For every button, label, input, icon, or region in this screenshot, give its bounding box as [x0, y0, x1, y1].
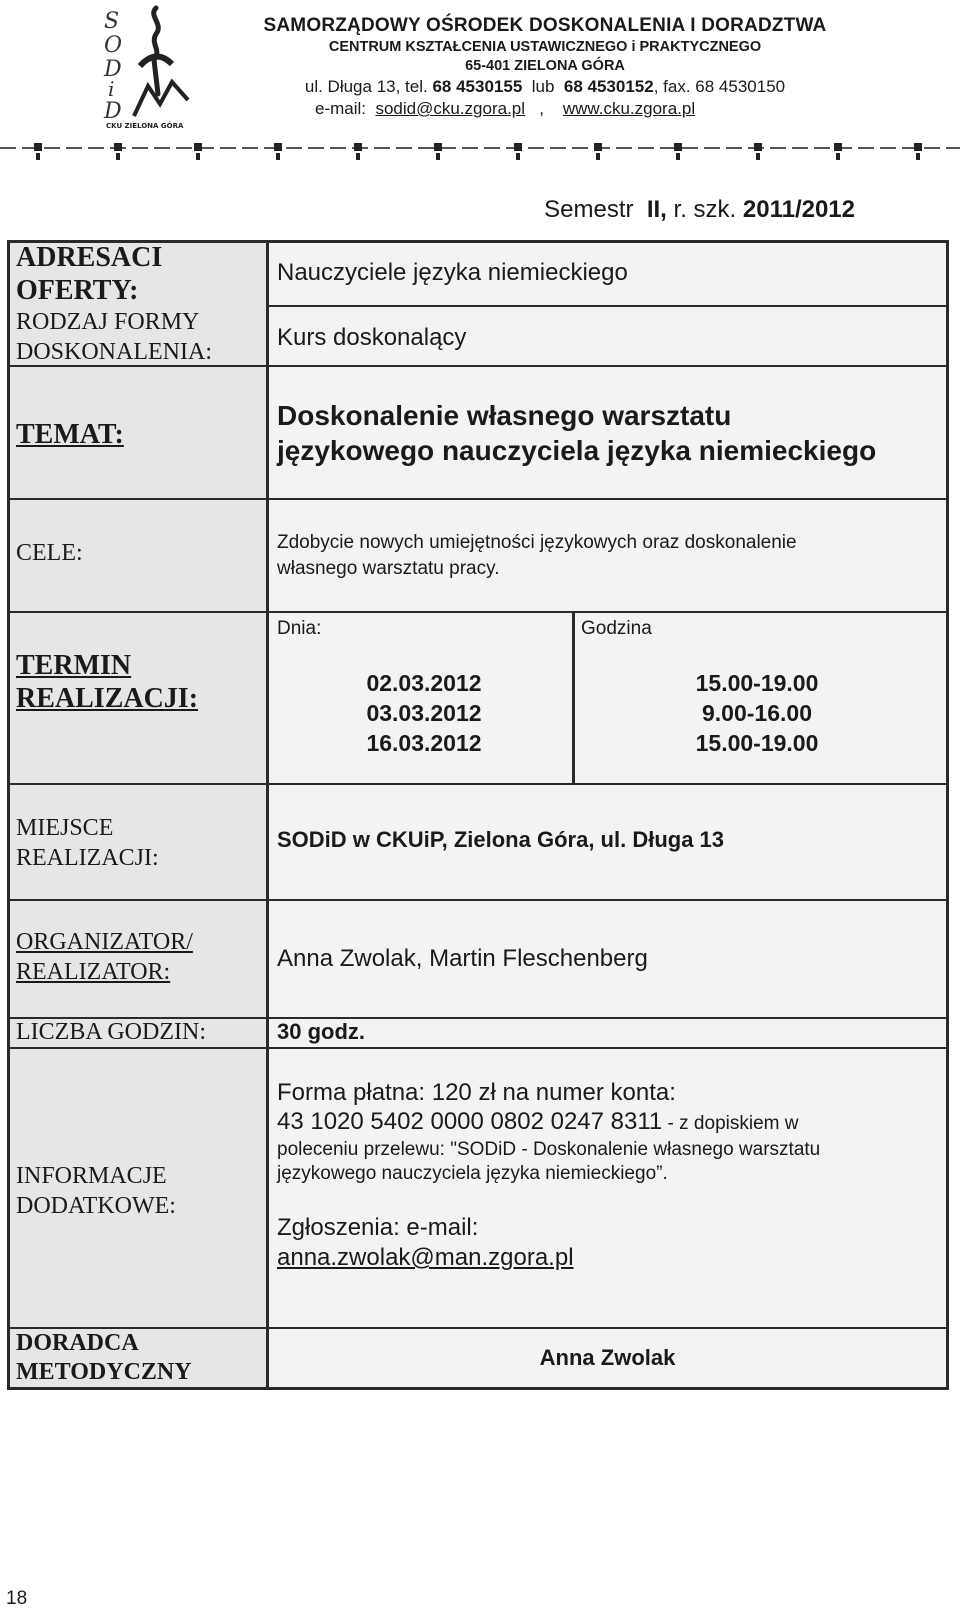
value-organizator: Anna Zwolak, Martin Fleschenberg	[277, 945, 648, 972]
account-note: - z dopiskiem w	[662, 1113, 799, 1134]
value-cell	[269, 1019, 946, 1047]
label-cell	[10, 500, 269, 611]
fax-number: , fax. 68 4530150	[653, 77, 786, 96]
label-cell	[10, 1019, 269, 1047]
hours-list	[667, 668, 847, 758]
row-miejsce	[10, 785, 946, 899]
value-miejsce: SODiD w CKUiP, Zielona Góra, ul. Długa 13	[277, 827, 725, 852]
label-termin-line2: REALIZACJI:	[16, 683, 199, 714]
value-cell	[269, 785, 946, 899]
label-cell	[10, 1049, 269, 1327]
value-temat-line2: językowego nauczyciela języka niemieckiego	[277, 435, 877, 466]
postal-address: 65-401 ZIELONA GÓRA	[465, 58, 625, 74]
value-cele-line1: Zdobycie nowych umiejętności językowych oraz doskonalenie	[277, 532, 797, 553]
value-cell	[269, 613, 946, 783]
label-adresaci: ADRESACI OFERTY:	[16, 242, 163, 306]
hours-header: Godzina	[581, 618, 652, 639]
logo-letter-d1: D	[104, 57, 122, 82]
days-header: Dnia:	[277, 618, 322, 639]
email-label: e-mail:	[315, 99, 367, 118]
transfer-line2: językowego nauczyciela języka niemieckiego”.	[277, 1163, 668, 1184]
registration-email[interactable]: anna.zwolak@man.zgora.pl	[277, 1244, 574, 1271]
phone-separator: lub	[531, 77, 555, 96]
value-temat-line1: Doskonalenie własnego warsztatu	[277, 400, 732, 431]
label-miejsce-line2: REALIZACJI:	[16, 845, 159, 871]
value-cele-line2: własnego warsztatu pracy.	[277, 558, 500, 579]
payment-info: Forma płatna: 120 zł na numer konta:	[277, 1079, 676, 1106]
date-item: 03.03.2012	[366, 700, 482, 726]
divider	[269, 305, 946, 307]
logo-letter-o: O	[104, 33, 123, 58]
label-temat: TEMAT:	[16, 419, 124, 450]
date-item: 16.03.2012	[366, 730, 482, 756]
semester-prefix: Semestr	[544, 196, 634, 223]
transfer-line1: poleceniu przelewu: "SODiD - Doskonalenie własnego warsztatu	[277, 1139, 821, 1160]
row-informacje	[10, 1049, 946, 1327]
value-cell	[269, 901, 946, 1017]
web-separator: ,	[539, 99, 544, 118]
address-prefix: ul. Długa 13, tel.	[304, 77, 428, 96]
label-cell	[10, 243, 269, 498]
account-line	[277, 1108, 798, 1136]
label-cell	[10, 785, 269, 899]
value-doradca: Anna Zwolak	[539, 1345, 676, 1370]
label-organizator-line2: REALIZATOR:	[16, 959, 171, 985]
value-cell	[269, 500, 946, 611]
label-cell	[10, 1329, 269, 1387]
value-adresaci: Nauczyciele języka niemieckiego	[277, 259, 628, 286]
hour-item: 9.00-16.00	[702, 700, 812, 726]
row-liczba-godzin	[10, 1019, 946, 1047]
page-number: 18	[6, 1588, 28, 1609]
semester-number: II,	[646, 196, 667, 223]
account-number: 43 1020 5402 0000 0802 0247 8311	[277, 1108, 663, 1135]
label-liczba-godzin: LICZBA GODZIN:	[16, 1019, 206, 1045]
column-divider	[572, 613, 575, 783]
contact-line	[250, 76, 840, 98]
email-line	[250, 98, 840, 120]
label-doradca-line1: DORADCA	[16, 1330, 139, 1356]
center-name: CENTRUM KSZTAŁCENIA USTAWICZNEGO i PRAKTYCZNEGO	[328, 39, 762, 55]
row-doradca	[10, 1329, 946, 1387]
row-cele	[10, 500, 946, 611]
school-year-prefix: r. szk.	[673, 196, 737, 223]
label-termin-line1: TERMIN	[16, 650, 132, 681]
school-year: 2011/2012	[742, 196, 855, 223]
label-organizator-line1: ORGANIZATOR/	[16, 929, 193, 955]
row-termin	[10, 613, 946, 783]
registration-label: Zgłoszenia: e-mail:	[277, 1214, 479, 1241]
row-organizator	[10, 901, 946, 1017]
semester-line	[544, 196, 855, 224]
logo-letter-i: i	[108, 77, 115, 101]
divider	[10, 365, 946, 367]
label-cell	[10, 613, 269, 783]
phone-1: 68 4530155	[432, 77, 523, 96]
website-link[interactable]: www.cku.zgora.pl	[562, 99, 696, 118]
dates-list	[339, 668, 509, 758]
hour-item: 15.00-19.00	[695, 730, 819, 756]
row-adresaci	[10, 243, 946, 498]
value-cell	[269, 243, 946, 498]
label-miejsce-line1: MIEJSCE	[16, 815, 114, 841]
logo-letter-d2: D	[104, 99, 122, 124]
value-rodzaj: Kurs doskonalący	[277, 324, 467, 351]
value-cell	[269, 1329, 946, 1387]
date-item: 02.03.2012	[366, 670, 482, 696]
org-name: SAMORZĄDOWY OŚRODEK DOSKONALENIA I DORADZTWA	[263, 15, 827, 36]
label-informacje-line1: INFORMACJE	[16, 1163, 167, 1189]
label-rodzaj: RODZAJ FORMY DOSKONALENIA:	[16, 309, 212, 365]
header-divider	[0, 140, 960, 164]
header	[250, 14, 840, 120]
label-doradca-line2: METODYCZNY	[16, 1359, 192, 1385]
label-informacje-line2: DODATKOWE:	[16, 1193, 176, 1219]
logo-caption: CKU ZIELONA GÓRA	[106, 122, 184, 130]
logo-letter-s: S	[104, 9, 120, 34]
value-cell	[269, 1049, 946, 1327]
email-link[interactable]: sodid@cku.zgora.pl	[375, 99, 526, 118]
label-cell	[10, 901, 269, 1017]
offer-form	[7, 240, 949, 1390]
value-liczba-godzin: 30 godz.	[277, 1019, 366, 1044]
phone-2: 68 4530152	[563, 77, 654, 96]
sodid-logo	[96, 4, 206, 132]
label-cele: CELE:	[16, 540, 83, 566]
hour-item: 15.00-19.00	[695, 670, 819, 696]
